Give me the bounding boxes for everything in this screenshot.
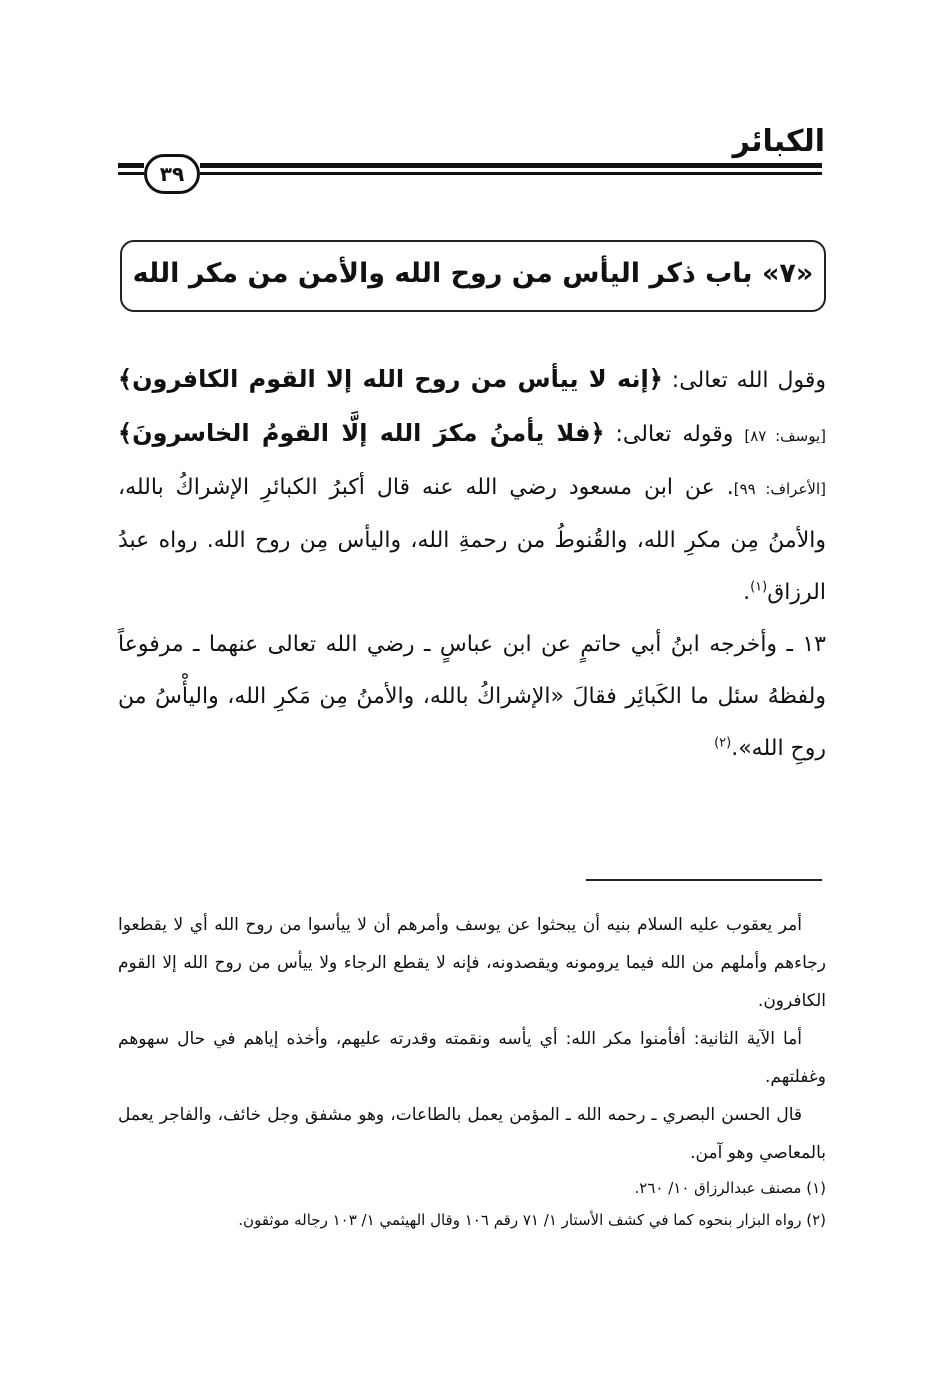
footnote-marker-1: (١) — [750, 579, 768, 595]
paragraph-2 — [118, 619, 826, 775]
chapter-title: «٧» باب ذكر اليأس من روح الله والأمن من مكر الله — [132, 258, 814, 289]
footnote-separator — [586, 879, 822, 881]
p1-mid: وقوله تعالى: — [604, 422, 745, 447]
footnotes — [118, 906, 826, 1236]
header-rule-bottom-right — [200, 172, 822, 175]
header-rule-top-right — [200, 163, 822, 168]
quran-verse-yusuf: ﴿إنه لا ييأس من روح الله إلا القوم الكافرون﴾ — [118, 365, 663, 393]
running-header-title: الكبائر — [732, 124, 825, 159]
p1-end: . — [743, 580, 751, 605]
p1-intro: وقول الله تعالى: — [662, 368, 826, 393]
verse-reference-araf: [الأعراف: ٩٩] — [733, 480, 826, 498]
commentary-1: أمر يعقوب عليه السلام بنيه أن يبحثوا عن يوسف وأمرهم أن لا ييأسوا من روح الله أي لا يقطعوا رجاءهم وأملهم من الله فيما يرومونه ويقصدونه، فإنه لا يقطع الرجاء ولا ييأس من روح الله إلا القوم الكافرون. — [118, 915, 826, 1011]
p1-hadith-text: . عن ابن مسعود رضي الله عنه قال أكبرُ الكبائرِ الإشراكُ بالله، والأمنُ مِن مكرِ الله، والقُنوطُ من رحمةِ الله، واليأس مِن روح الله. رواه عبدُ الرزاق — [118, 475, 826, 605]
page-number: ٣٩ — [144, 154, 200, 194]
quran-verse-araf: ﴿فلا يأمنُ مكرَ الله إلَّا القومُ الخاسرونَ﴾ — [118, 419, 605, 447]
paragraph-1 — [118, 353, 826, 619]
header-rule-bottom-left — [118, 172, 144, 175]
footnote-2: (٢) رواه البزار بنحوه كما في كشف الأستار ١/ ٧١ رقم ١٠٦ وقال الهيثمي ١/ ١٠٣ رجاله موثقون. — [238, 1211, 826, 1229]
footnote-1: (١) مصنف عبدالرزاق ١٠/ ٢٦٠. — [634, 1179, 826, 1197]
commentary-3: قال الحسن البصري ـ رحمه الله ـ المؤمن يعمل بالطاعات، وهو مشفق وجل خائف، والفاجر يعمل بالمعاصي وهو آمن. — [118, 1105, 826, 1163]
commentary-2: أما الآية الثانية: أفأمنوا مكر الله: أي يأسه ونقمته وقدرته عليهم، وأخذه إياهم في حال سهوهم وغفلتهم. — [118, 1029, 826, 1087]
verse-reference-yusuf: [يوسف: ٨٧] — [744, 427, 826, 445]
main-text — [118, 353, 826, 775]
header-rule-top-left — [118, 163, 144, 168]
footnote-marker-2: (٢) — [714, 735, 732, 751]
p2-hadith-text: ١٣ ـ وأخرجه ابنُ أبي حاتمٍ عن ابن عباسٍ ـ رضي الله تعالى عنهما ـ مرفوعاً ولفظهُ سئل ما الكَبائِر فقالَ «الإشراكُ بالله، والأمنُ مِن مَكرِ الله، واليأْسُ من روحِ الله». — [118, 632, 826, 761]
